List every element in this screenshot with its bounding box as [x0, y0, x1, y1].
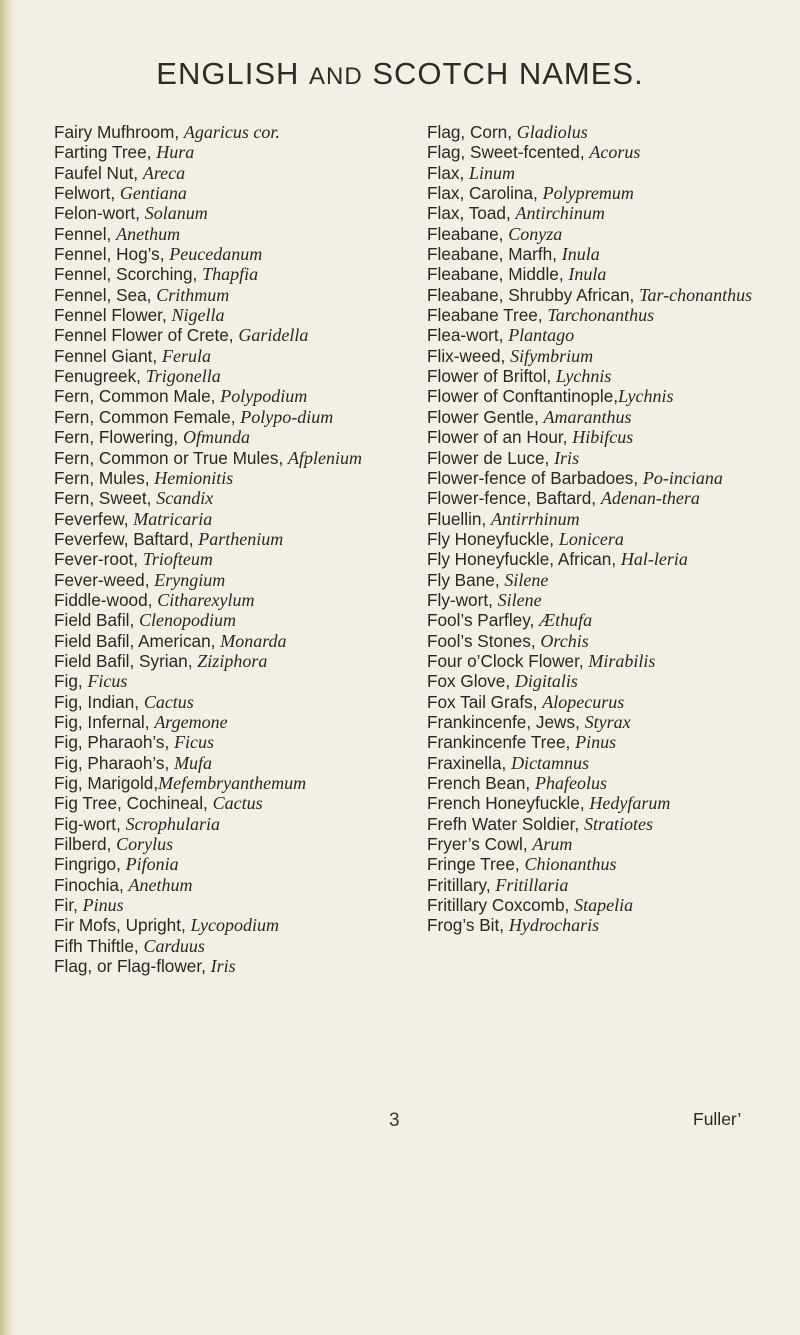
- common-name: Field Bafil,: [54, 610, 140, 631]
- latin-name: Silene: [504, 569, 549, 590]
- common-name: Flix-weed,: [427, 345, 511, 366]
- plant-entry: [54, 753, 384, 773]
- latin-name: Peucedanum: [169, 244, 263, 265]
- plant-entry: [427, 183, 767, 203]
- common-name: Fever-weed,: [54, 569, 155, 590]
- common-name: French Bean,: [427, 773, 535, 793]
- common-name: Frankincenfe, Jews,: [427, 711, 585, 732]
- common-name: Fir,: [54, 895, 83, 916]
- common-name: Feverfew, Baftard,: [54, 528, 199, 549]
- latin-name: Eryngium: [154, 569, 226, 590]
- latin-name: Pifonia: [125, 854, 179, 875]
- latin-name: Lychnis: [618, 386, 674, 407]
- latin-name: Iris: [554, 447, 580, 468]
- latin-name: Lychnis: [555, 366, 612, 387]
- common-name: Farting Tree,: [54, 142, 157, 163]
- plant-entry: [427, 631, 767, 651]
- plant-entry: [54, 671, 384, 691]
- plant-entry: [54, 692, 384, 712]
- common-name: Flower of Conftantinople,: [427, 386, 619, 407]
- plant-entry: [427, 570, 767, 590]
- plant-entry: [427, 468, 767, 488]
- latin-name: Po-inciana: [642, 467, 723, 488]
- common-name: Four o’Clock Flower,: [427, 650, 589, 671]
- latin-name: Lycopodium: [190, 915, 280, 936]
- latin-name: Agaricus cor.: [183, 122, 280, 142]
- latin-name: Corylus: [116, 834, 174, 855]
- latin-name: Monarda: [220, 630, 287, 651]
- plant-entry: [427, 264, 767, 284]
- common-name: Fennel, Hog’s,: [54, 244, 170, 265]
- plant-entry: [54, 224, 384, 244]
- latin-name: Stapelia: [574, 895, 634, 916]
- latin-name: Hydrocharis: [508, 915, 600, 936]
- latin-name: Silene: [497, 589, 542, 610]
- latin-name: Tarchonanthus: [547, 305, 655, 326]
- common-name: Flower Gentle,: [427, 406, 544, 427]
- plant-entry: [54, 529, 384, 549]
- latin-name: Polypremum: [542, 183, 634, 204]
- common-name: Flower of Briftol,: [427, 366, 556, 387]
- plant-entry: [54, 305, 384, 325]
- common-name: Fool’s Stones,: [427, 630, 541, 651]
- latin-name: Matricaria: [133, 508, 213, 529]
- latin-name: Dictamnus: [511, 752, 590, 773]
- common-name: Fly Bane,: [427, 569, 505, 590]
- common-name: Frankincenfe Tree,: [427, 732, 576, 753]
- latin-name: Ziziphora: [197, 650, 268, 671]
- common-name: Fig, Indian,: [54, 691, 144, 712]
- latin-name: Garidella: [238, 325, 309, 346]
- latin-name: Argemone: [154, 711, 228, 732]
- common-name: Felwort,: [54, 183, 120, 204]
- plant-entry: [54, 488, 384, 508]
- plant-entry: [54, 570, 384, 590]
- common-name: Fir Mofs, Upright,: [54, 915, 191, 936]
- latin-name: Carduus: [143, 935, 205, 956]
- plant-entry: [54, 773, 384, 793]
- plant-entry: [54, 264, 384, 284]
- common-name: Finochia,: [54, 874, 129, 895]
- common-name: Flower-fence, Baftard,: [427, 488, 601, 509]
- common-name: Fraxinella,: [427, 752, 512, 773]
- plant-entry: [427, 712, 767, 732]
- plant-entry: [54, 549, 384, 569]
- common-name: Flower-fence of Barbadoes,: [427, 467, 643, 488]
- common-name: Fennel Giant,: [54, 345, 162, 366]
- common-name: Fern, Sweet,: [54, 488, 157, 509]
- common-name: Fenugreek,: [54, 366, 146, 387]
- right-column: [427, 122, 767, 936]
- common-name: Fennel Flower,: [54, 305, 172, 326]
- page-number: 3: [389, 1110, 400, 1131]
- common-name: Fern, Common or True Mules,: [54, 447, 289, 468]
- page-heading: [0, 56, 800, 92]
- heading-scotch-names: SCOTCH NAMES.: [372, 56, 644, 91]
- latin-name: Acorus: [589, 142, 641, 163]
- latin-name: Gladiolus: [516, 122, 588, 142]
- common-name: Fig, Marigold,: [54, 773, 159, 793]
- latin-name: Cactus: [212, 793, 263, 814]
- plant-entry: [54, 407, 384, 427]
- plant-entry: [427, 407, 767, 427]
- plant-entry: [427, 875, 767, 895]
- plant-entry: [54, 325, 384, 345]
- latin-name: Mufa: [174, 752, 213, 773]
- catchword: Fuller’: [693, 1109, 742, 1129]
- plant-entry: [427, 814, 767, 834]
- common-name: Fennel, Sea,: [54, 284, 157, 305]
- plant-entry: [54, 142, 384, 162]
- plant-entry: [54, 854, 384, 874]
- plant-entry: [427, 305, 767, 325]
- latin-name: Styrax: [584, 711, 631, 732]
- plant-entry: [427, 895, 767, 915]
- common-name: Flag, Sweet-fcented,: [427, 142, 590, 163]
- latin-name: Citharexylum: [157, 589, 255, 610]
- plant-entry: [427, 651, 767, 671]
- plant-entry: [427, 244, 767, 264]
- latin-name: Hemionitis: [154, 467, 234, 488]
- plant-entry: [427, 773, 767, 793]
- plant-entry: [427, 488, 767, 508]
- common-name: Feverfew,: [54, 508, 134, 529]
- plant-entry: [54, 732, 384, 752]
- plant-entry: [427, 671, 767, 691]
- latin-name: Polypodium: [220, 386, 308, 407]
- latin-name: Cactus: [143, 691, 194, 712]
- common-name: Fennel, Scorching,: [54, 264, 203, 285]
- latin-name: Amaranthus: [543, 406, 632, 427]
- plant-entry: [54, 631, 384, 651]
- plant-entry: [54, 366, 384, 386]
- common-name: Fly Honeyfuckle, African,: [427, 549, 621, 570]
- common-name: Fox Tail Grafs,: [427, 691, 543, 712]
- latin-name: Linum: [469, 162, 516, 183]
- common-name: Felon-wort,: [54, 203, 145, 224]
- latin-name: Tar-chonanthus: [639, 284, 753, 305]
- plant-entry: [427, 915, 767, 935]
- latin-name: Conyza: [508, 223, 563, 244]
- common-name: Fig, Pharaoh’s,: [54, 732, 175, 753]
- latin-name: Solanum: [144, 203, 208, 224]
- plant-entry: [54, 203, 384, 223]
- plant-entry: [427, 224, 767, 244]
- plant-entry: [427, 549, 767, 569]
- plant-entry: [427, 142, 767, 162]
- heading-english: ENGLISH: [156, 56, 300, 91]
- plant-entry: [427, 732, 767, 752]
- plant-entry: [427, 163, 767, 183]
- common-name: Fiddle-wood,: [54, 589, 158, 610]
- page-edge-shadow: [0, 0, 14, 1335]
- common-name: Fritillary,: [427, 874, 496, 895]
- common-name: Frog’s Bit,: [427, 915, 509, 936]
- common-name: Fern, Flowering,: [54, 427, 183, 448]
- common-name: Flax, Carolina,: [427, 183, 543, 204]
- latin-name: Sifymbrium: [510, 345, 594, 366]
- plant-entry: [54, 386, 384, 406]
- latin-name: Ferula: [161, 345, 211, 366]
- plant-entry: [54, 183, 384, 203]
- plant-entry: [54, 610, 384, 630]
- plant-entry: [427, 854, 767, 874]
- common-name: Fern, Mules,: [54, 467, 155, 488]
- plant-entry: [427, 386, 767, 406]
- common-name: Fairy Mufhroom,: [54, 122, 184, 142]
- latin-name: Ofmunda: [182, 427, 250, 448]
- plant-entry: [427, 834, 767, 854]
- plant-entry: [54, 793, 384, 813]
- latin-name: Anethum: [116, 223, 181, 244]
- latin-name: Ficus: [174, 732, 215, 753]
- common-name: Fennel Flower of Crete,: [54, 325, 239, 346]
- common-name: Flower de Luce,: [427, 447, 555, 468]
- plant-entry: [427, 509, 767, 529]
- plant-entry: [427, 427, 767, 447]
- common-name: Fritillary Coxcomb,: [427, 895, 575, 916]
- plant-entry: [427, 122, 767, 142]
- common-name: Fringe Tree,: [427, 854, 525, 875]
- plant-entry: [54, 712, 384, 732]
- common-name: Fly-wort,: [427, 589, 498, 610]
- plant-entry: [427, 325, 767, 345]
- latin-name: Antirrhinum: [491, 508, 580, 529]
- latin-name: Æthufa: [539, 610, 593, 631]
- common-name: Fern, Common Female,: [54, 406, 241, 427]
- latin-name: Lonicera: [558, 528, 624, 549]
- latin-name: Clenopodium: [139, 610, 237, 631]
- common-name: Fig, Infernal,: [54, 711, 155, 732]
- plant-entry: [54, 936, 384, 956]
- plant-entry: [427, 285, 767, 305]
- latin-name: Anethum: [128, 874, 193, 895]
- latin-name: Phafeolus: [534, 773, 607, 793]
- common-name: Flea-wort,: [427, 325, 509, 346]
- latin-name: Mirabilis: [588, 650, 656, 671]
- common-name: Fig Tree, Cochineal,: [54, 793, 213, 814]
- plant-entry: [54, 285, 384, 305]
- latin-name: Inula: [568, 264, 607, 285]
- common-name: Flower of an Hour,: [427, 427, 573, 448]
- plant-entry: [54, 651, 384, 671]
- plant-entry: [427, 448, 767, 468]
- latin-name: Trigonella: [145, 366, 221, 387]
- latin-name: Adenan-thera: [600, 488, 700, 509]
- latin-name: Plantago: [508, 325, 575, 346]
- common-name: Flag, Corn,: [427, 122, 517, 142]
- plant-entry: [54, 590, 384, 610]
- latin-name: Areca: [142, 162, 186, 183]
- plant-entry: [54, 244, 384, 264]
- common-name: Field Bafil, American,: [54, 630, 221, 651]
- common-name: Field Bafil, Syrian,: [54, 650, 198, 671]
- latin-name: Alopecurus: [542, 691, 625, 712]
- plant-entry: [54, 468, 384, 488]
- common-name: Fifh Thiftle,: [54, 935, 144, 956]
- latin-name: Polypo-dium: [240, 406, 334, 427]
- common-name: Fennel,: [54, 223, 117, 244]
- common-name: Faufel Nut,: [54, 162, 143, 183]
- plant-entry: [54, 875, 384, 895]
- common-name: Fig-wort,: [54, 813, 126, 834]
- plant-entry: [54, 427, 384, 447]
- common-name: Fingrigo,: [54, 854, 126, 875]
- common-name: Flax,: [427, 162, 470, 183]
- common-name: Frefh Water Soldier,: [427, 813, 584, 834]
- plant-entry: [54, 448, 384, 468]
- plant-entry: [54, 895, 384, 915]
- common-name: Fleabane,: [427, 223, 509, 244]
- latin-name: Pinus: [575, 732, 617, 753]
- common-name: Fern, Common Male,: [54, 386, 221, 407]
- common-name: Fleabane Tree,: [427, 305, 548, 326]
- latin-name: Hedyfarum: [589, 793, 671, 814]
- plant-entry: [54, 915, 384, 935]
- latin-name: Thapfia: [202, 264, 259, 285]
- latin-name: Hura: [156, 142, 195, 163]
- latin-name: Digitalis: [514, 671, 578, 692]
- plant-entry: [54, 956, 384, 976]
- plant-entry: [427, 529, 767, 549]
- plant-entry: [427, 793, 767, 813]
- latin-name: Parthenium: [198, 528, 284, 549]
- plant-entry: [54, 509, 384, 529]
- plant-entry: [54, 346, 384, 366]
- latin-name: Crithmum: [156, 284, 230, 305]
- common-name: Fleabane, Middle,: [427, 264, 569, 285]
- plant-entry: [54, 834, 384, 854]
- latin-name: Hibifcus: [572, 427, 634, 448]
- common-name: Fluellin,: [427, 508, 491, 529]
- plant-entry: [427, 346, 767, 366]
- latin-name: Ficus: [87, 671, 128, 692]
- common-name: French Honeyfuckle,: [427, 793, 590, 814]
- common-name: Fever-root,: [54, 549, 143, 570]
- common-name: Flax, Toad,: [427, 203, 516, 224]
- latin-name: Mefembryanthemum: [158, 773, 307, 793]
- plant-entry: [427, 203, 767, 223]
- latin-name: Stratiotes: [583, 813, 653, 834]
- latin-name: Arum: [532, 834, 573, 855]
- latin-name: Scrophularia: [125, 813, 220, 834]
- plant-entry: [54, 122, 384, 142]
- latin-name: Orchis: [540, 630, 589, 651]
- plant-entry: [427, 753, 767, 773]
- latin-name: Triofteum: [142, 549, 213, 570]
- latin-name: Gentiana: [119, 183, 187, 204]
- plant-entry: [54, 814, 384, 834]
- common-name: Fryer’s Cowl,: [427, 834, 533, 855]
- common-name: Fox Glove,: [427, 671, 515, 692]
- common-name: Fleabane, Shrubby African,: [427, 284, 640, 305]
- common-name: Flag, or Flag-flower,: [54, 956, 211, 977]
- left-column: [54, 122, 384, 976]
- latin-name: Scandix: [156, 488, 214, 509]
- latin-name: Inula: [561, 244, 600, 265]
- common-name: Fleabane, Marfh,: [427, 244, 562, 265]
- common-name: Filberd,: [54, 834, 117, 855]
- latin-name: Antirchinum: [515, 203, 605, 224]
- latin-name: Iris: [210, 956, 236, 977]
- latin-name: Hal-leria: [620, 549, 688, 570]
- latin-name: Pinus: [82, 895, 124, 916]
- common-name: Fig, Pharaoh’s,: [54, 752, 175, 773]
- latin-name: Nigella: [171, 305, 225, 326]
- common-name: Fig,: [54, 671, 88, 692]
- common-name: Fool’s Parfley,: [427, 610, 540, 631]
- common-name: Fly Honeyfuckle,: [427, 528, 559, 549]
- plant-entry: [427, 610, 767, 630]
- latin-name: Afplenium: [288, 447, 363, 468]
- heading-and: AND: [309, 63, 363, 90]
- plant-entry: [427, 366, 767, 386]
- plant-entry: [427, 590, 767, 610]
- latin-name: Fritillaria: [495, 874, 569, 895]
- plant-entry: [54, 163, 384, 183]
- latin-name: Chionanthus: [524, 854, 617, 875]
- plant-entry: [427, 692, 767, 712]
